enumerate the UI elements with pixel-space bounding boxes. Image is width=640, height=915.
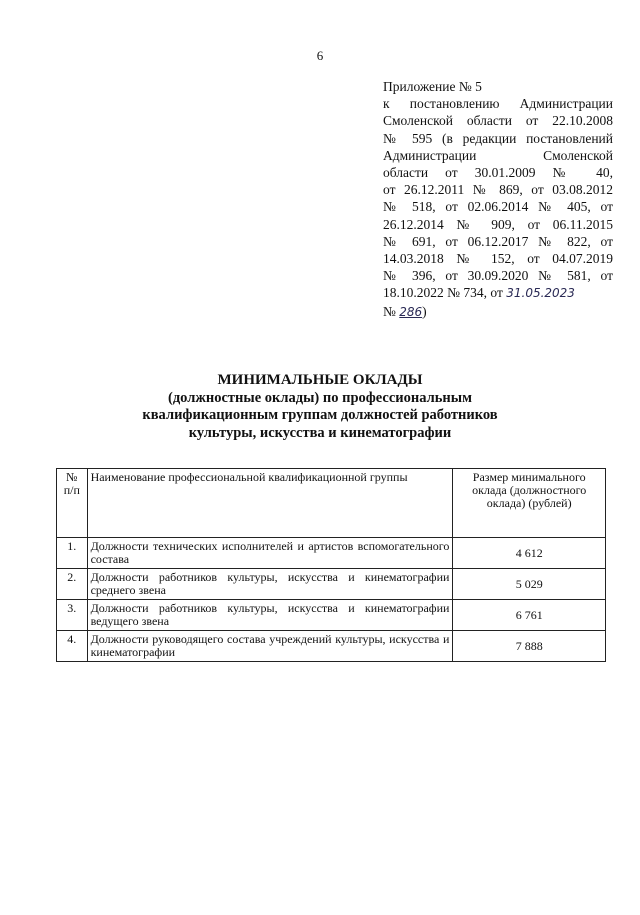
appendix-line: № 691, от 06.12.2017 № 822, от: [383, 233, 613, 249]
document-title: [0, 372, 640, 442]
appendix-line: Смоленской области от 22.10.2008: [383, 113, 613, 129]
number-sign: №: [383, 303, 396, 319]
row-name: Должности работников культуры, искусства и кинематографии среднего звена: [87, 569, 453, 600]
row-value: 4 612: [453, 538, 606, 569]
row-number: 3.: [57, 600, 88, 631]
row-name: Должности технических исполнителей и артистов вспомогательного состава: [87, 538, 453, 569]
row-name: Должности руководящего состава учреждений культуры, искусства и кинематографии: [87, 631, 453, 662]
header-name: Наименование профессиональной квалификационной группы: [87, 469, 453, 538]
appendix-line: 26.12.2014 № 909, от 06.11.2015: [383, 216, 613, 232]
row-number: 2.: [57, 569, 88, 600]
appendix-line: к постановлению Администрации: [383, 96, 613, 112]
header-number: № п/п: [57, 469, 88, 538]
appendix-reference-block: [383, 78, 613, 321]
handwritten-number: 286: [399, 304, 423, 319]
title-line: квалификационным группам должностей работников: [142, 407, 498, 423]
row-value: 7 888: [453, 631, 606, 662]
title-main: МИНИМАЛЬНЫЕ ОКЛАДЫ: [217, 372, 423, 388]
table-row: [57, 538, 606, 569]
appendix-line: № 518, от 02.06.2014 № 405, от: [383, 199, 613, 215]
salary-table: [56, 468, 606, 662]
header-size: Размер минимального оклада (должностного оклада) (рублей): [453, 469, 606, 538]
appendix-line-text: 18.10.2022 № 734, от: [383, 285, 503, 301]
row-value: 5 029: [453, 569, 606, 600]
row-number: 1.: [57, 538, 88, 569]
appendix-line: области от 30.01.2009 № 40,: [383, 165, 613, 181]
page-number: 6: [316, 48, 324, 63]
appendix-line: № 595 (в редакции постановлений: [383, 130, 613, 146]
appendix-date-line: [383, 284, 613, 302]
appendix-line: Администрации Смоленской: [383, 147, 613, 163]
title-line: (должностные оклады) по профессиональным: [168, 389, 472, 406]
appendix-line: Приложение № 5: [383, 79, 482, 94]
table-row: [57, 600, 606, 631]
row-number: 4.: [57, 631, 88, 662]
appendix-line: № 396, от 30.09.2020 № 581, от: [383, 268, 613, 284]
handwritten-date: 31.05.2023: [506, 286, 575, 301]
appendix-line: 14.03.2018 № 152, от 04.07.2019: [383, 251, 613, 267]
row-name: Должности работников культуры, искусства и кинематографии ведущего звена: [87, 600, 453, 631]
row-value: 6 761: [453, 600, 606, 631]
appendix-line: от 26.12.2011 № 869, от 03.08.2012: [383, 182, 613, 198]
closing-parenthesis: ): [422, 303, 427, 319]
table-header-row: [57, 469, 606, 538]
table-row: [57, 631, 606, 662]
table-row: [57, 569, 606, 600]
title-line: культуры, искусства и кинематографии: [188, 424, 452, 441]
appendix-number-line: [383, 303, 613, 321]
